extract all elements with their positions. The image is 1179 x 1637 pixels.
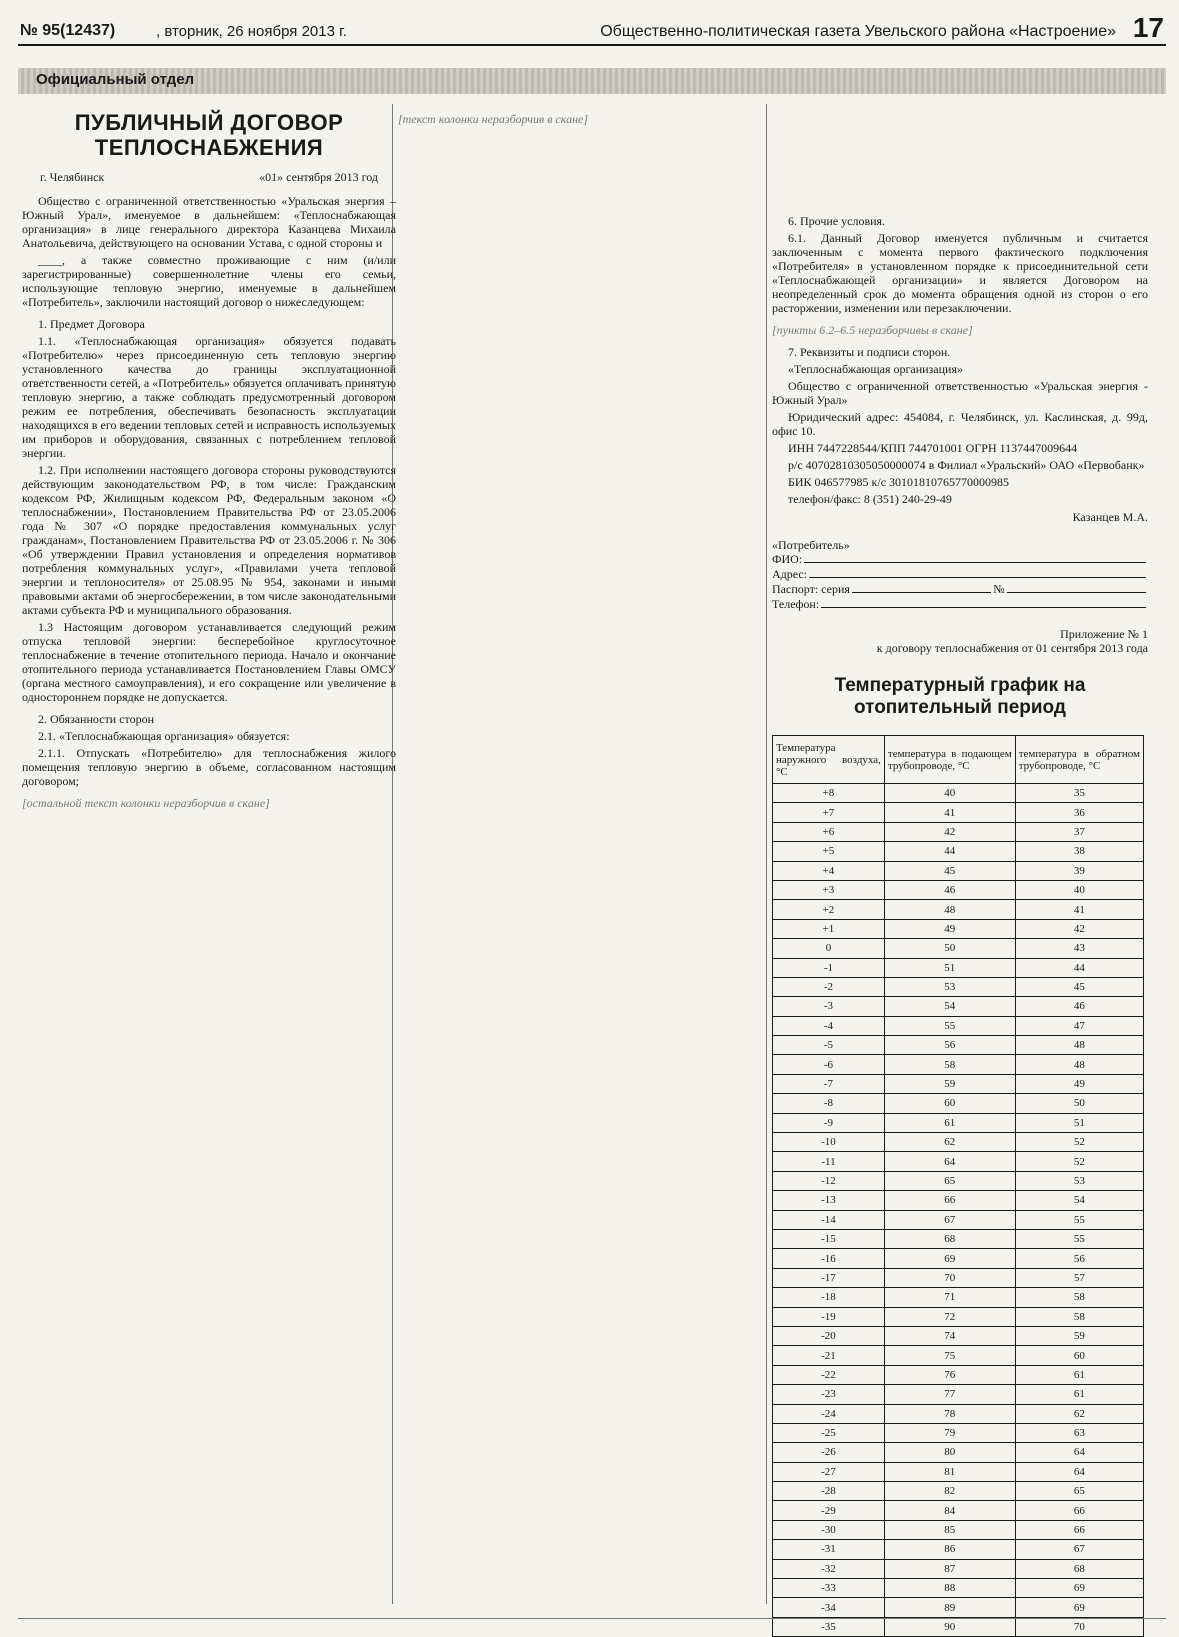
table-row	[773, 1016, 1144, 1035]
cell-supply-temp: 49	[884, 919, 1015, 938]
cell-supply-temp: 80	[884, 1443, 1015, 1462]
clause-1-2: 1.2. При исполнении настоящего договора стороны руководствуются действующим законодательством РФ, в том числе: Гражданским кодексом РФ, Жилищным кодексом РФ, Федеральным законом «О теплоснабжении», Постановлением Правительства РФ от 23.05.2006 года № 307 «О порядке предоставления коммунальных услуг гражданам», Постановлением Правительства РФ от 23.05.2006 г. № 306 «Об утверждении Правил установления и определения нормативов потребления коммунальных услуг», «Правилами учета тепловой энергии и теплоносителя» от 25.08.95 № 954, законами и иными правовыми актами об энергосбережении, в том числе законодательными актами субъекта РФ и муниципального образования.	[22, 463, 396, 617]
cell-outdoor-temp: -29	[773, 1501, 885, 1520]
cell-return-temp: 61	[1015, 1385, 1143, 1404]
cell-outdoor-temp: -1	[773, 958, 885, 977]
table-row	[773, 1365, 1144, 1384]
cell-outdoor-temp: -15	[773, 1229, 885, 1248]
illegible-column-1-remainder: [остальной текст колонки неразборчив в скане]	[22, 796, 270, 810]
cell-return-temp: 36	[1015, 803, 1143, 822]
cell-outdoor-temp: -25	[773, 1423, 885, 1442]
cell-return-temp: 51	[1015, 1113, 1143, 1132]
cell-return-temp: 65	[1015, 1482, 1143, 1501]
cell-return-temp: 39	[1015, 861, 1143, 880]
cell-supply-temp: 75	[884, 1346, 1015, 1365]
cell-return-temp: 67	[1015, 1540, 1143, 1559]
cell-supply-temp: 81	[884, 1462, 1015, 1481]
cell-supply-temp: 54	[884, 997, 1015, 1016]
cell-return-temp: 41	[1015, 900, 1143, 919]
cell-supply-temp: 65	[884, 1171, 1015, 1190]
cell-supply-temp: 42	[884, 822, 1015, 841]
consumer-phone-field: Телефон:	[772, 597, 1148, 611]
cell-outdoor-temp: -11	[773, 1152, 885, 1171]
document-date: «01» сентября 2013 год	[259, 170, 378, 184]
table-row	[773, 1462, 1144, 1481]
cell-outdoor-temp: -18	[773, 1288, 885, 1307]
cell-outdoor-temp: -19	[773, 1307, 885, 1326]
page-number: 17	[1132, 12, 1164, 43]
table-row	[773, 1210, 1144, 1229]
cell-outdoor-temp: -8	[773, 1094, 885, 1113]
table-row	[773, 1133, 1144, 1152]
issue-date: , вторник, 26 ноября 2013 г.	[156, 23, 347, 40]
cell-outdoor-temp: -4	[773, 1016, 885, 1035]
table-row	[773, 1326, 1144, 1345]
table-row	[773, 880, 1144, 899]
cell-outdoor-temp: +4	[773, 861, 885, 880]
cell-return-temp: 61	[1015, 1365, 1143, 1384]
illegible-clauses-6-2-to-6-5: [пункты 6.2–6.5 неразборчивы в скане]	[772, 323, 973, 337]
cell-return-temp: 48	[1015, 1036, 1143, 1055]
cell-return-temp: 57	[1015, 1268, 1143, 1287]
cell-outdoor-temp: -16	[773, 1249, 885, 1268]
requisites-line: Общество с ограниченной ответственностью «Уральская энергия - Южный Урал»	[772, 379, 1148, 407]
table-row	[773, 861, 1144, 880]
cell-supply-temp: 53	[884, 977, 1015, 996]
masthead	[18, 12, 1166, 46]
cell-return-temp: 59	[1015, 1326, 1143, 1345]
requisites-line: р/с 40702810305050000074 в Филиал «Уральский» ОАО «Первобанк»	[788, 458, 1145, 472]
cell-supply-temp: 50	[884, 939, 1015, 958]
temperature-schedule-table	[772, 735, 1144, 1637]
table-row	[773, 1191, 1144, 1210]
cell-supply-temp: 58	[884, 1055, 1015, 1074]
cell-supply-temp: 74	[884, 1326, 1015, 1345]
cell-outdoor-temp: +5	[773, 842, 885, 861]
consumer-name-field: ФИО:	[772, 552, 1148, 566]
cell-return-temp: 64	[1015, 1462, 1143, 1481]
cell-return-temp: 50	[1015, 1094, 1143, 1113]
clause-2-1: 2.1. «Теплоснабжающая организация» обязуется:	[38, 729, 290, 743]
cell-supply-temp: 84	[884, 1501, 1015, 1520]
table-row	[773, 1579, 1144, 1598]
cell-supply-temp: 66	[884, 1191, 1015, 1210]
cell-supply-temp: 78	[884, 1404, 1015, 1423]
table-row	[773, 1307, 1144, 1326]
clause-2-1-1: 2.1.1. Отпускать «Потребителю» для теплоснабжения жилого помещения тепловую энергию в объеме, согласованном настоящим договором;	[22, 746, 396, 788]
consumer-block	[772, 538, 1148, 611]
cell-outdoor-temp: +2	[773, 900, 885, 919]
cell-return-temp: 69	[1015, 1598, 1143, 1617]
table-row	[773, 1036, 1144, 1055]
cell-supply-temp: 55	[884, 1016, 1015, 1035]
cell-outdoor-temp: -33	[773, 1579, 885, 1598]
cell-outdoor-temp: -35	[773, 1617, 885, 1636]
clause-1-3: 1.3 Настоящим договором устанавливается следующий режим отпуска тепловой энергии: бесперебойное круглосуточное теплоснабжение в течение отопительного периода. Начало и окончание отопительного периода устанавливается Постановлением Главы ОМСУ (органа местного самоуправления), и его сокращение или увеличение в одностороннем порядке не допускается.	[22, 620, 396, 704]
table-header-row	[773, 736, 1144, 784]
cell-supply-temp: 64	[884, 1152, 1015, 1171]
cell-return-temp: 49	[1015, 1074, 1143, 1093]
cell-return-temp: 54	[1015, 1191, 1143, 1210]
cell-supply-temp: 51	[884, 958, 1015, 977]
cell-outdoor-temp: -24	[773, 1404, 885, 1423]
table-row	[773, 1094, 1144, 1113]
bottom-rule	[18, 1618, 1166, 1619]
consumer-address-field: Адрес:	[772, 567, 1148, 581]
table-row	[773, 977, 1144, 996]
cell-return-temp: 66	[1015, 1501, 1143, 1520]
cell-return-temp: 42	[1015, 919, 1143, 938]
cell-outdoor-temp: -10	[773, 1133, 885, 1152]
table-row	[773, 1113, 1144, 1132]
cell-outdoor-temp: 0	[773, 939, 885, 958]
document-city: г. Челябинск	[40, 170, 105, 184]
cell-supply-temp: 69	[884, 1249, 1015, 1268]
cell-return-temp: 70	[1015, 1617, 1143, 1636]
cell-return-temp: 55	[1015, 1210, 1143, 1229]
cell-outdoor-temp: -26	[773, 1443, 885, 1462]
appendix-reference: к договору теплоснабжения от 01 сентября 2013 года	[876, 641, 1148, 655]
cell-supply-temp: 88	[884, 1579, 1015, 1598]
cell-supply-temp: 89	[884, 1598, 1015, 1617]
preamble: Общество с ограниченной ответственностью «Уральская энергия – Южный Урал», именуемое в дальнейшем: «Теплоснабжающая организация» в лице генерального директора Казанцева Михаила Анатольевича, действующего на основании Устава, с одной стороны и	[22, 194, 396, 250]
section-label: Официальный отдел	[36, 71, 195, 88]
temperature-schedule-title: Температурный график на отопительный период	[834, 675, 1086, 718]
cell-outdoor-temp: -13	[773, 1191, 885, 1210]
cell-outdoor-temp: -22	[773, 1365, 885, 1384]
cell-supply-temp: 76	[884, 1365, 1015, 1384]
cell-outdoor-temp: -6	[773, 1055, 885, 1074]
cell-return-temp: 66	[1015, 1520, 1143, 1539]
cell-return-temp: 40	[1015, 880, 1143, 899]
header-outdoor-temp: Температура наружного воздуха, °С	[773, 736, 885, 784]
cell-outdoor-temp: -2	[773, 977, 885, 996]
cell-supply-temp: 82	[884, 1482, 1015, 1501]
table-row	[773, 1617, 1144, 1636]
table-row	[773, 1152, 1144, 1171]
cell-outdoor-temp: -9	[773, 1113, 885, 1132]
column-2	[398, 104, 770, 1604]
cell-supply-temp: 60	[884, 1094, 1015, 1113]
cell-return-temp: 69	[1015, 1579, 1143, 1598]
cell-supply-temp: 44	[884, 842, 1015, 861]
cell-outdoor-temp: -5	[773, 1036, 885, 1055]
cell-return-temp: 68	[1015, 1559, 1143, 1578]
header-return-temp: температура в обратном трубопроводе, °С	[1015, 736, 1143, 784]
table-row	[773, 1346, 1144, 1365]
table-row	[773, 803, 1144, 822]
cell-return-temp: 58	[1015, 1288, 1143, 1307]
cell-supply-temp: 61	[884, 1113, 1015, 1132]
clause-1-1: 1.1. «Теплоснабжающая организация» обязуется подавать «Потребителю» через присоединенную сеть тепловую энергию установленного качества до границы эксплуатационной ответственности сетей, а «Потребитель» обязуется оплачивать принятую тепловую энергию, а также соблюдать предусмотренный договором режим ее потребления, обеспечивать безопасность эксплуатации находящихся в его ведении тепловых сетей и исправность используемых им приборов и оборудования, связанных с потреблением тепловой энергии.	[22, 334, 396, 460]
cell-return-temp: 44	[1015, 958, 1143, 977]
table-row	[773, 822, 1144, 841]
section-7-heading: 7. Реквизиты и подписи сторон.	[788, 345, 951, 359]
cell-return-temp: 60	[1015, 1346, 1143, 1365]
cell-supply-temp: 70	[884, 1268, 1015, 1287]
cell-supply-temp: 90	[884, 1617, 1015, 1636]
cell-outdoor-temp: -21	[773, 1346, 885, 1365]
cell-return-temp: 43	[1015, 939, 1143, 958]
column-3	[772, 104, 1148, 1633]
table-row	[773, 1598, 1144, 1617]
table-row	[773, 1229, 1144, 1248]
cell-return-temp: 53	[1015, 1171, 1143, 1190]
table-row	[773, 939, 1144, 958]
cell-return-temp: 35	[1015, 784, 1143, 803]
table-row	[773, 1385, 1144, 1404]
cell-return-temp: 48	[1015, 1055, 1143, 1074]
column-1	[22, 104, 396, 1604]
table-row	[773, 1404, 1144, 1423]
table-row	[773, 1501, 1144, 1520]
cell-supply-temp: 71	[884, 1288, 1015, 1307]
table-row	[773, 1520, 1144, 1539]
cell-outdoor-temp: +3	[773, 880, 885, 899]
cell-outdoor-temp: +8	[773, 784, 885, 803]
table-row	[773, 997, 1144, 1016]
cell-outdoor-temp: -31	[773, 1540, 885, 1559]
cell-return-temp: 37	[1015, 822, 1143, 841]
cell-outdoor-temp: -14	[773, 1210, 885, 1229]
cell-outdoor-temp: -30	[773, 1520, 885, 1539]
table-row	[773, 919, 1144, 938]
cell-outdoor-temp: -7	[773, 1074, 885, 1093]
table-row	[773, 1443, 1144, 1462]
cell-supply-temp: 79	[884, 1423, 1015, 1442]
cell-supply-temp: 48	[884, 900, 1015, 919]
cell-supply-temp: 87	[884, 1559, 1015, 1578]
cell-supply-temp: 62	[884, 1133, 1015, 1152]
section-band	[18, 68, 1166, 94]
cell-outdoor-temp: -23	[773, 1385, 885, 1404]
table-row	[773, 1268, 1144, 1287]
cell-outdoor-temp: +7	[773, 803, 885, 822]
illegible-column-2: [текст колонки неразборчив в скане]	[398, 112, 589, 126]
requisites-line: телефон/факс: 8 (351) 240-29-49	[788, 492, 952, 506]
table-row	[773, 1171, 1144, 1190]
temperature-rows	[773, 784, 1144, 1637]
cell-return-temp: 52	[1015, 1152, 1143, 1171]
requisites-line: БИК 046577985 к/с 30101810765770000985	[788, 475, 1010, 489]
consumer-passport-field: Паспорт: серия №	[772, 582, 1148, 596]
cell-return-temp: 63	[1015, 1423, 1143, 1442]
section-1-heading: 1. Предмет Договора	[38, 317, 145, 331]
cell-outdoor-temp: -3	[773, 997, 885, 1016]
issue-number: № 95(12437)	[20, 22, 116, 39]
cell-outdoor-temp: -27	[773, 1462, 885, 1481]
cell-return-temp: 55	[1015, 1229, 1143, 1248]
cell-return-temp: 46	[1015, 997, 1143, 1016]
table-row	[773, 784, 1144, 803]
document-title: ПУБЛИЧНЫЙ ДОГОВОР ТЕПЛОСНАБЖЕНИЯ	[74, 110, 344, 160]
cell-supply-temp: 68	[884, 1229, 1015, 1248]
requisites-line: Юридический адрес: 454084, г. Челябинск, ул. Каслинская, д. 99д, офис 10.	[772, 410, 1148, 438]
cell-return-temp: 58	[1015, 1307, 1143, 1326]
cell-outdoor-temp: +1	[773, 919, 885, 938]
cell-return-temp: 38	[1015, 842, 1143, 861]
cell-supply-temp: 56	[884, 1036, 1015, 1055]
cell-outdoor-temp: +6	[773, 822, 885, 841]
table-row	[773, 1423, 1144, 1442]
cell-outdoor-temp: -12	[773, 1171, 885, 1190]
table-row	[773, 1055, 1144, 1074]
table-row	[773, 1559, 1144, 1578]
table-row	[773, 842, 1144, 861]
paper-tagline: Общественно-политическая газета Увельского района «Настроение»	[600, 23, 1116, 40]
consumer-label: «Потребитель»	[772, 538, 850, 552]
cell-outdoor-temp: -34	[773, 1598, 885, 1617]
cell-supply-temp: 45	[884, 861, 1015, 880]
cell-return-temp: 45	[1015, 977, 1143, 996]
cell-supply-temp: 41	[884, 803, 1015, 822]
section-6-heading: 6. Прочие условия.	[788, 214, 886, 228]
table-row	[773, 900, 1144, 919]
cell-supply-temp: 59	[884, 1074, 1015, 1093]
table-row	[773, 1482, 1144, 1501]
cell-return-temp: 47	[1015, 1016, 1143, 1035]
cell-supply-temp: 72	[884, 1307, 1015, 1326]
cell-return-temp: 64	[1015, 1443, 1143, 1462]
cell-return-temp: 62	[1015, 1404, 1143, 1423]
cell-supply-temp: 40	[884, 784, 1015, 803]
appendix-label: Приложение № 1	[1060, 627, 1148, 641]
cell-return-temp: 56	[1015, 1249, 1143, 1268]
signatory-name: Казанцев М.А.	[1072, 510, 1148, 524]
preamble-continued: ____, а также совместно проживающие с ним (и/или зарегистрированные) совершеннолетние члены его семьи, использующие тепловую энергию, именуемые в дальнейшем «Потребитель», заключили настоящий договор о нижеследующем:	[22, 253, 396, 309]
cell-outdoor-temp: -20	[773, 1326, 885, 1345]
cell-return-temp: 52	[1015, 1133, 1143, 1152]
cell-supply-temp: 46	[884, 880, 1015, 899]
header-supply-temp: температура в подающем трубопроводе, °С	[884, 736, 1015, 784]
table-row	[773, 1249, 1144, 1268]
dateline	[22, 170, 396, 184]
cell-supply-temp: 86	[884, 1540, 1015, 1559]
requisites-line: «Теплоснабжающая организация»	[788, 362, 963, 376]
cell-supply-temp: 85	[884, 1520, 1015, 1539]
cell-supply-temp: 77	[884, 1385, 1015, 1404]
section-2-heading: 2. Обязанности сторон	[38, 712, 155, 726]
table-row	[773, 958, 1144, 977]
table-row	[773, 1074, 1144, 1093]
requisites-line: ИНН 7447228544/КПП 744701001 ОГРН 1137447009644	[788, 441, 1078, 455]
table-row	[773, 1288, 1144, 1307]
cell-outdoor-temp: -32	[773, 1559, 885, 1578]
table-row	[773, 1540, 1144, 1559]
cell-supply-temp: 67	[884, 1210, 1015, 1229]
clause-6-1: 6.1. Данный Договор именуется публичным и считается заключенным с момента первого фактического подключения «Потребителя» в установленном порядке к присоединительной сети «Теплоснабжающей организации» и является Договором на неопределенный срок до момента обращения одной из сторон о его расторжении, изменении или перезаключении.	[772, 231, 1148, 315]
cell-outdoor-temp: -17	[773, 1268, 885, 1287]
cell-outdoor-temp: -28	[773, 1482, 885, 1501]
